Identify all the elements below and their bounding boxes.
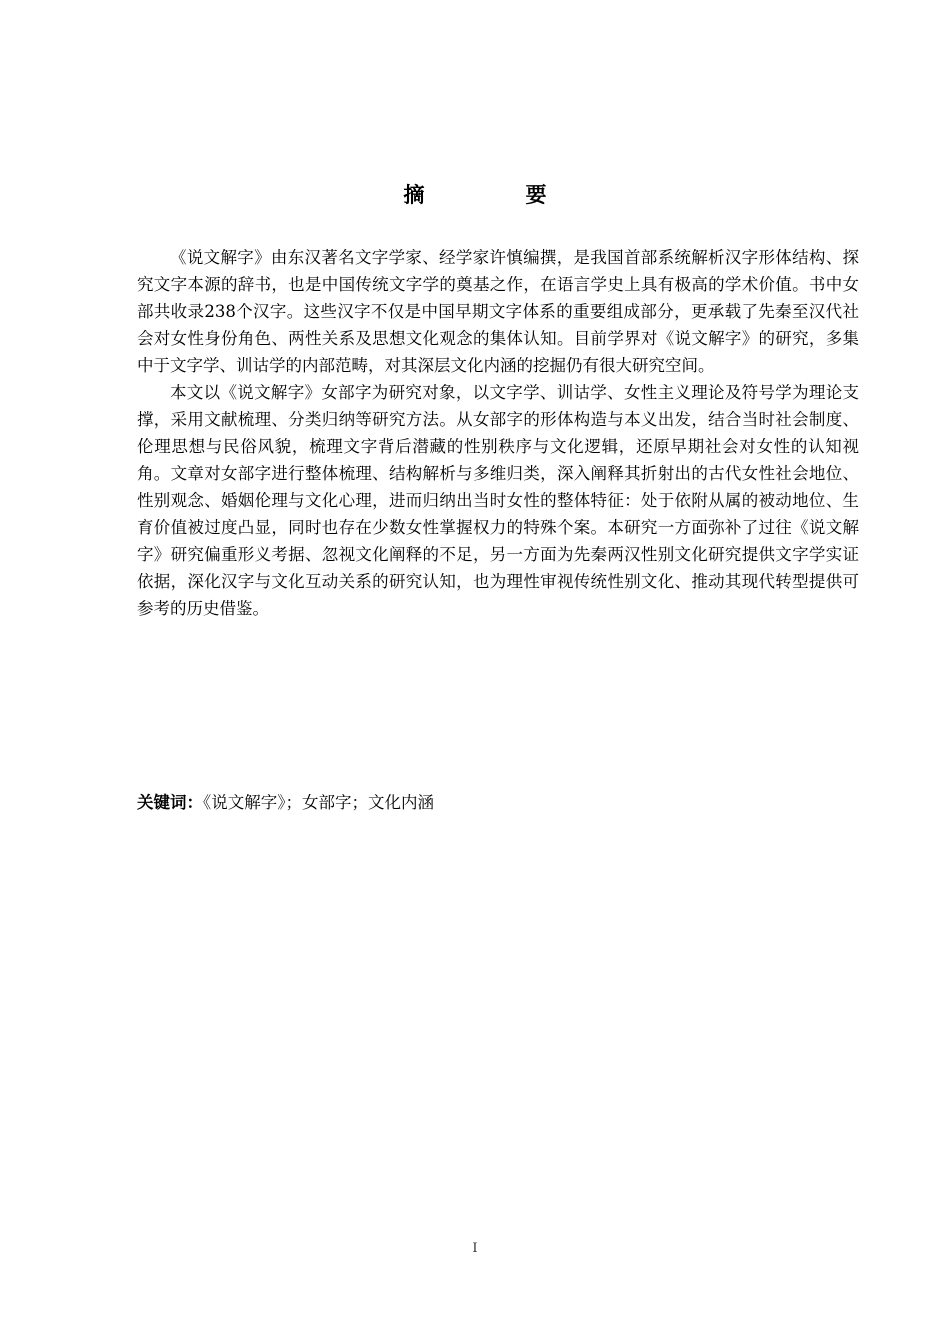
abstract-body: [137, 244, 859, 622]
abstract-paragraph-2: 本文以《说文解字》女部字为研究对象，以文字学、训诂学、女性主义理论及符号学为理论支撑，采用文献梳理、分类归纳等研究方法。从女部字的形体构造与本义出发，结合当时社会制度、伦理思想与民俗风貌，梳理文字背后潜藏的性别秩序与文化逻辑，还原早期社会对女性的认知视角。文章对女部字进行整体梳理、结构解析与多维归类，深入阐释其折射出的古代女性社会地位、性别观念、婚姻伦理与文化心理，进而归纳出当时女性的整体特征：处于依附从属的被动地位、生育价值被过度凸显，同时也存在少数女性掌握权力的特殊个案。本研究一方面弥补了过往《说文解字》研究偏重形义考据、忽视文化阐释的不足，另一方面为先秦两汉性别文化研究提供文字学实证依据，深化汉字与文化互动关系的研究认知，也为理性审视传统性别文化、推动其现代转型提供可参考的历史借鉴。: [137, 383, 859, 618]
page-number: I: [472, 1241, 478, 1256]
keywords-label: 关键词：: [137, 793, 203, 812]
keywords-line: [137, 790, 859, 816]
keywords-value: 《说文解字》；女部字；文化内涵: [203, 793, 434, 812]
abstract-paragraph-1: 《说文解字》由东汉著名文字学家、经学家许慎编撰，是我国首部系统解析汉字形体结构、探究文字本源的辞书，也是中国传统文字学的奠基之作，在语言学史上具有极高的学术价值。书中女部共收录238个汉字。这些汉字不仅是中国早期文字体系的重要组成部分，更承载了先秦至汉代社会对女性身份角色、两性关系及思想文化观念的集体认知。目前学界对《说文解字》的研究，多集中于文字学、训诂学的内部范畴，对其深层文化内涵的挖掘仍有很大研究空间。: [137, 248, 859, 375]
page-title: 摘 要: [403, 183, 587, 207]
